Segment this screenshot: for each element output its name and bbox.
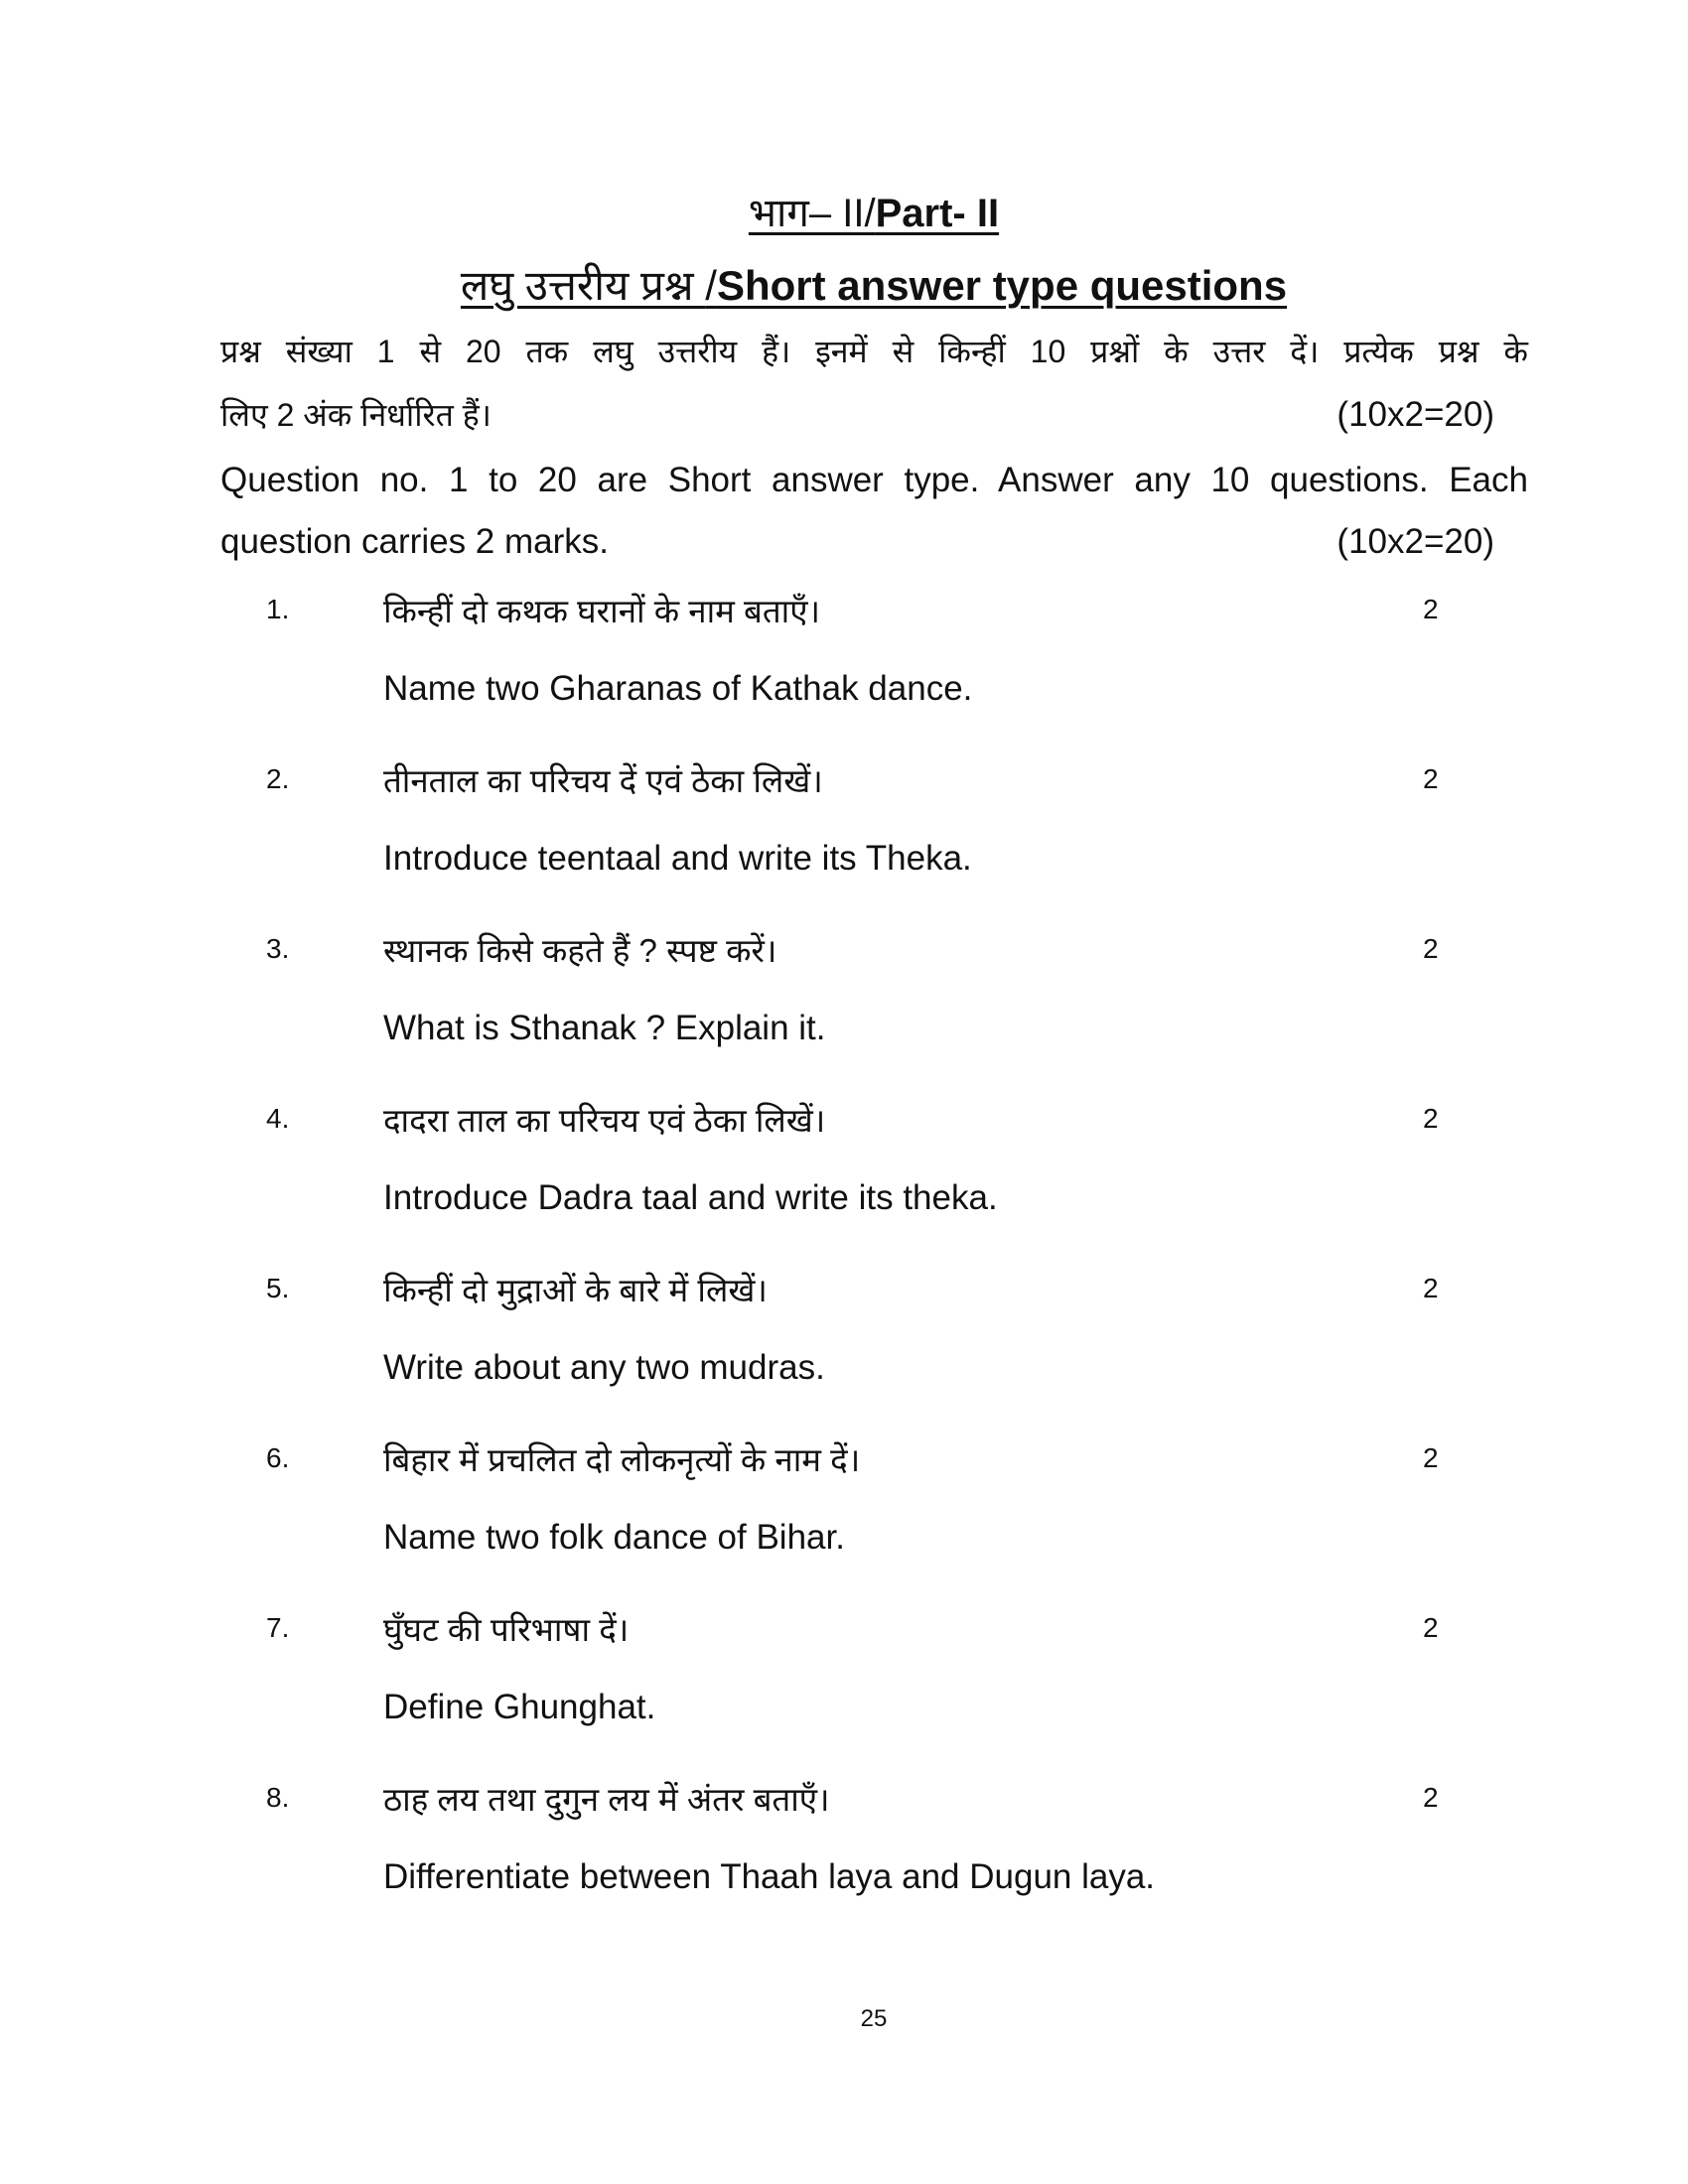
question-number: 3. bbox=[266, 933, 290, 964]
instructions-hindi-marks: (10x2=20) bbox=[1336, 395, 1494, 434]
instructions-english-marks: (10x2=20) bbox=[1336, 522, 1494, 561]
question-hindi: किन्हीं दो मुद्राओं के बारे में लिखें। bbox=[383, 1272, 768, 1308]
section-english: Short answer type questions bbox=[716, 262, 1288, 309]
question-number: 4. bbox=[266, 1103, 290, 1134]
question-hindi: ठाह लय तथा दुगुन लय में अंतर बताएँ। bbox=[383, 1781, 830, 1818]
question-english: Introduce Dadra taal and write its theka. bbox=[383, 1178, 998, 1217]
instructions-hindi-line2: लिए 2 अंक निर्धारित हैं। bbox=[220, 397, 492, 433]
part-hindi: भाग– II bbox=[748, 192, 865, 235]
section-separator: / bbox=[705, 262, 717, 309]
question-marks: 2 bbox=[1423, 933, 1439, 964]
instructions-english-line1: Question no. 1 to 20 are Short answer type. Answer any 10 questions. Each bbox=[220, 461, 1528, 499]
part-english: Part- II bbox=[875, 192, 1000, 235]
question-marks: 2 bbox=[1423, 1782, 1439, 1813]
question-number: 6. bbox=[266, 1442, 290, 1473]
question-number: 8. bbox=[266, 1782, 290, 1813]
part-separator: / bbox=[864, 192, 876, 235]
question-marks: 2 bbox=[1423, 1273, 1439, 1303]
question-hindi: बिहार में प्रचलित दो लोकनृत्यों के नाम दें। bbox=[383, 1441, 861, 1478]
question-english: Name two Gharanas of Kathak dance. bbox=[383, 669, 973, 708]
question-number: 7. bbox=[266, 1612, 290, 1643]
question-english: Name two folk dance of Bihar. bbox=[383, 1518, 845, 1557]
question-hindi: तीनताल का परिचय दें एवं ठेका लिखें। bbox=[383, 762, 823, 799]
question-hindi: किन्हीं दो कथक घरानों के नाम बताएँ। bbox=[383, 593, 820, 629]
section-hindi: लघु उत्तरीय प्रश्न bbox=[460, 262, 706, 309]
question-number: 1. bbox=[266, 594, 290, 624]
question-marks: 2 bbox=[1423, 1442, 1439, 1473]
question-number: 5. bbox=[266, 1273, 290, 1303]
question-english: What is Sthanak ? Explain it. bbox=[383, 1009, 826, 1047]
question-english: Introduce teentaal and write its Theka. bbox=[383, 839, 972, 878]
question-marks: 2 bbox=[1423, 763, 1439, 794]
question-marks: 2 bbox=[1423, 1103, 1439, 1134]
question-english: Define Ghunghat. bbox=[383, 1688, 656, 1726]
part-heading bbox=[0, 184, 1688, 238]
question-hindi: स्थानक किसे कहते हैं ? स्पष्ट करें। bbox=[383, 932, 777, 969]
question-english: Write about any two mudras. bbox=[383, 1348, 825, 1387]
instructions-hindi-line1: प्रश्न संख्या 1 से 20 तक लघु उत्तरीय हैं। इनमें से किन्हीं 10 प्रश्नों के उत्तर दें। प्रत्येक प्रश्न के bbox=[220, 334, 1528, 369]
question-hindi: घुँघट की परिभाषा दें। bbox=[383, 1611, 630, 1648]
page-number: 25 bbox=[860, 2005, 888, 2032]
section-heading bbox=[0, 256, 1688, 313]
question-number: 2. bbox=[266, 763, 290, 794]
question-english: Differentiate between Thaah laya and Dugun laya. bbox=[383, 1857, 1156, 1896]
instructions-english-line2: question carries 2 marks. bbox=[220, 522, 609, 561]
question-marks: 2 bbox=[1423, 1612, 1439, 1643]
question-hindi: दादरा ताल का परिचय एवं ठेका लिखें। bbox=[383, 1102, 826, 1139]
part-heading-text bbox=[749, 192, 999, 235]
section-heading-text bbox=[461, 262, 1287, 309]
question-marks: 2 bbox=[1423, 594, 1439, 624]
